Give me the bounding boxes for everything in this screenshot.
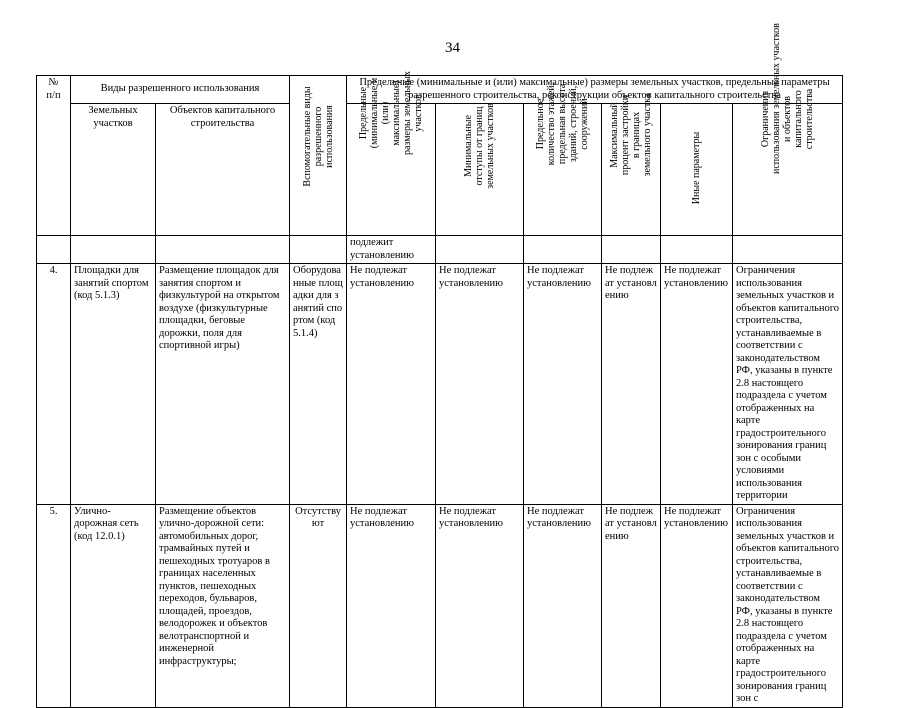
header-row-2 [37, 104, 843, 236]
header-row-1 [37, 76, 843, 104]
header-capital-objects: Объектов капитального строительства [156, 104, 290, 236]
table-row: 4. Площадки для занятий спортом (код 5.1.3) Размещение площадок для занятия спортом и физкультурой на открытом воздухе (физкультурные площадки, беговые дорожки, поля для спортивной игры) Оборудованные площадки для занятий спортом (код 5.1.4) Не подлежат установлению Не подлежат установлению Не подлежат установлению Не подлежат установлению Не подлежат установлению Ограничения использования земельных участков и объектов капитального строительства, устанавливаемые в соответствии с законодательством РФ, указаны в пункте 2.8 настоящего подраздела с учетом отображенных на карте градостроительного зонирования границ зон с особыми условиями использования территории [37, 264, 843, 505]
header-auxiliary: Вспомогательные виды разрешенного использования [290, 76, 347, 236]
header-limits-title: Предельные (минимальные и (или) максимальные) размеры земельных участков, предельные параметры разрешенного строительства, реконструкции объектов капитального строительства [347, 76, 843, 104]
header-col-other: Иные параметры [661, 104, 733, 236]
header-num: № п/п [37, 76, 71, 236]
header-col-setbacks: Минимальные отступы от границ земельных участков [436, 104, 524, 236]
header-col-sizes: Предельные (минимальные и (или) максимальные) размеры земельных участков [347, 104, 436, 236]
table-row: 5. Улично-дорожная сеть (код 12.0.1) Размещение объектов улично-дорожной сети: автомобильных дорог, трамвайных путей и пешеходных тротуаров в границах населенных пунктов, пешеходных переходов, бульваров, площадей, проездов, велодорожек и объектов велотранспортной и инженерной инфраструктуры; Отсутствуют Не подлежат установлению Не подлежат установлению Не подлежат установлению Не подлежат установлению Не подлежат установлению Ограничения использования земельных участков и объектов капитального строительства, устанавливаемые в соответствии с законодательством РФ, указаны в пункте 2.8 настоящего подраздела с учетом отображенных на карте градостроительного зонирования границ зон с [37, 504, 843, 707]
header-col-coverage: Максимальный процент застройки в границах земельного участка [602, 104, 661, 236]
header-types-of-use: Виды разрешенного использования [71, 76, 290, 104]
carry-over-sizes: подлежит установлению [347, 236, 436, 264]
carry-over-row [37, 236, 843, 264]
header-land-plots: Земельных участков [71, 104, 156, 236]
header-col-floors: Предельное количество этажей, предельная высота зданий, строений, сооружений [524, 104, 602, 236]
header-col-restrictions: Ограничения использования земельных участков и объектов капитального строительства [733, 104, 843, 236]
page-number: 34 [445, 40, 460, 56]
